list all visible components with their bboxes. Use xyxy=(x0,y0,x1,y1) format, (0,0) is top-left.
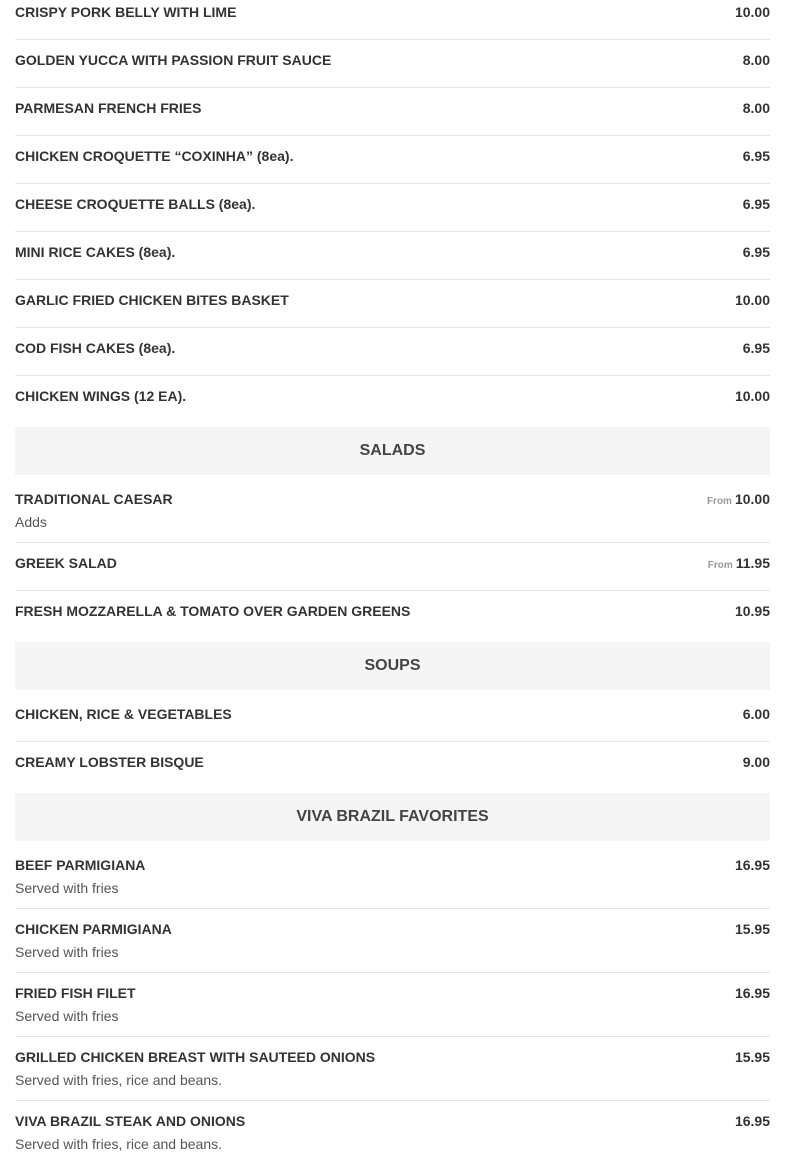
menu-item-price: 10.95 xyxy=(734,603,770,619)
divider xyxy=(15,1036,770,1037)
menu-item-name: CHICKEN, RICE & VEGETABLES xyxy=(15,706,232,722)
menu-item-price: 6.95 xyxy=(742,148,770,164)
menu-item-price: 9.00 xyxy=(742,754,770,770)
menu-item-name: FRESH MOZZARELLA & TOMATO OVER GARDEN GREENS xyxy=(15,603,411,619)
menu-item-price: 10.00 xyxy=(734,292,770,308)
menu-item-name: TRADITIONAL CAESAR xyxy=(15,491,173,507)
divider xyxy=(15,279,770,280)
divider xyxy=(15,183,770,184)
menu-item-price: 10.00 xyxy=(734,388,770,404)
menu-item-name: COD FISH CAKES (8ea). xyxy=(15,340,176,356)
menu-item-name: CHICKEN WINGS (12 EA). xyxy=(15,388,187,404)
divider xyxy=(15,87,770,88)
menu-item-price: 6.00 xyxy=(742,706,770,722)
menu-item-price: 15.95 xyxy=(734,1049,770,1065)
divider xyxy=(15,39,770,40)
menu-item-description: Served with fries xyxy=(15,880,119,896)
menu-item-price xyxy=(707,491,770,510)
divider xyxy=(15,135,770,136)
menu-item-description: Adds xyxy=(15,514,47,530)
menu-item-name: MINI RICE CAKES (8ea). xyxy=(15,244,176,260)
section-header-soups: SOUPS xyxy=(15,642,770,690)
menu-item-name: GOLDEN YUCCA WITH PASSION FRUIT SAUCE xyxy=(15,52,332,68)
menu-item-description: Served with fries xyxy=(15,1008,119,1024)
menu-item-name: CHICKEN PARMIGIANA xyxy=(15,921,172,937)
menu-item-price xyxy=(708,555,770,574)
price-value: 11.95 xyxy=(735,555,770,571)
menu-item-name: BEEF PARMIGIANA xyxy=(15,857,146,873)
divider xyxy=(15,231,770,232)
menu-item-description: Served with fries, rice and beans. xyxy=(15,1072,222,1088)
menu-item-name: CHICKEN CROQUETTE “COXINHA” (8ea). xyxy=(15,148,294,164)
section-header-salads: SALADS xyxy=(15,427,770,475)
menu-item-price: 8.00 xyxy=(742,100,770,116)
divider xyxy=(15,375,770,376)
menu-item-name: FRIED FISH FILET xyxy=(15,985,136,1001)
divider xyxy=(15,542,770,543)
menu-item-price: 15.95 xyxy=(734,921,770,937)
divider xyxy=(15,908,770,909)
divider xyxy=(15,590,770,591)
price-value: 10.00 xyxy=(734,491,770,507)
menu-item-name: CHEESE CROQUETTE BALLS (8ea). xyxy=(15,196,256,212)
menu-item-name: GARLIC FRIED CHICKEN BITES BASKET xyxy=(15,292,289,308)
menu-item-name: GRILLED CHICKEN BREAST WITH SAUTEED ONIONS xyxy=(15,1049,376,1065)
menu-item-price: 10.00 xyxy=(734,4,770,20)
divider xyxy=(15,741,770,742)
menu-item-name: PARMESAN FRENCH FRIES xyxy=(15,100,202,116)
menu-item-price: 16.95 xyxy=(734,985,770,1001)
menu-item-name: GREEK SALAD xyxy=(15,555,117,571)
section-header-viva-brazil-favorites: VIVA BRAZIL FAVORITES xyxy=(15,793,770,841)
menu-item-description: Served with fries, rice and beans. xyxy=(15,1136,222,1152)
menu-item-name: CRISPY PORK BELLY WITH LIME xyxy=(15,4,237,20)
divider xyxy=(15,327,770,328)
menu-item-price: 6.95 xyxy=(742,196,770,212)
menu-item-price: 6.95 xyxy=(742,244,770,260)
menu-item-price: 16.95 xyxy=(734,1113,770,1129)
price-prefix: From xyxy=(706,496,732,507)
menu-item-name: VIVA BRAZIL STEAK AND ONIONS xyxy=(15,1113,246,1129)
menu-item-price: 8.00 xyxy=(742,52,770,68)
divider xyxy=(15,1100,770,1101)
price-prefix: From xyxy=(707,560,733,571)
menu-item-price: 16.95 xyxy=(734,857,770,873)
menu-item-price: 6.95 xyxy=(742,340,770,356)
divider xyxy=(15,972,770,973)
menu-item-description: Served with fries xyxy=(15,944,119,960)
menu-item-name: CREAMY LOBSTER BISQUE xyxy=(15,754,204,770)
